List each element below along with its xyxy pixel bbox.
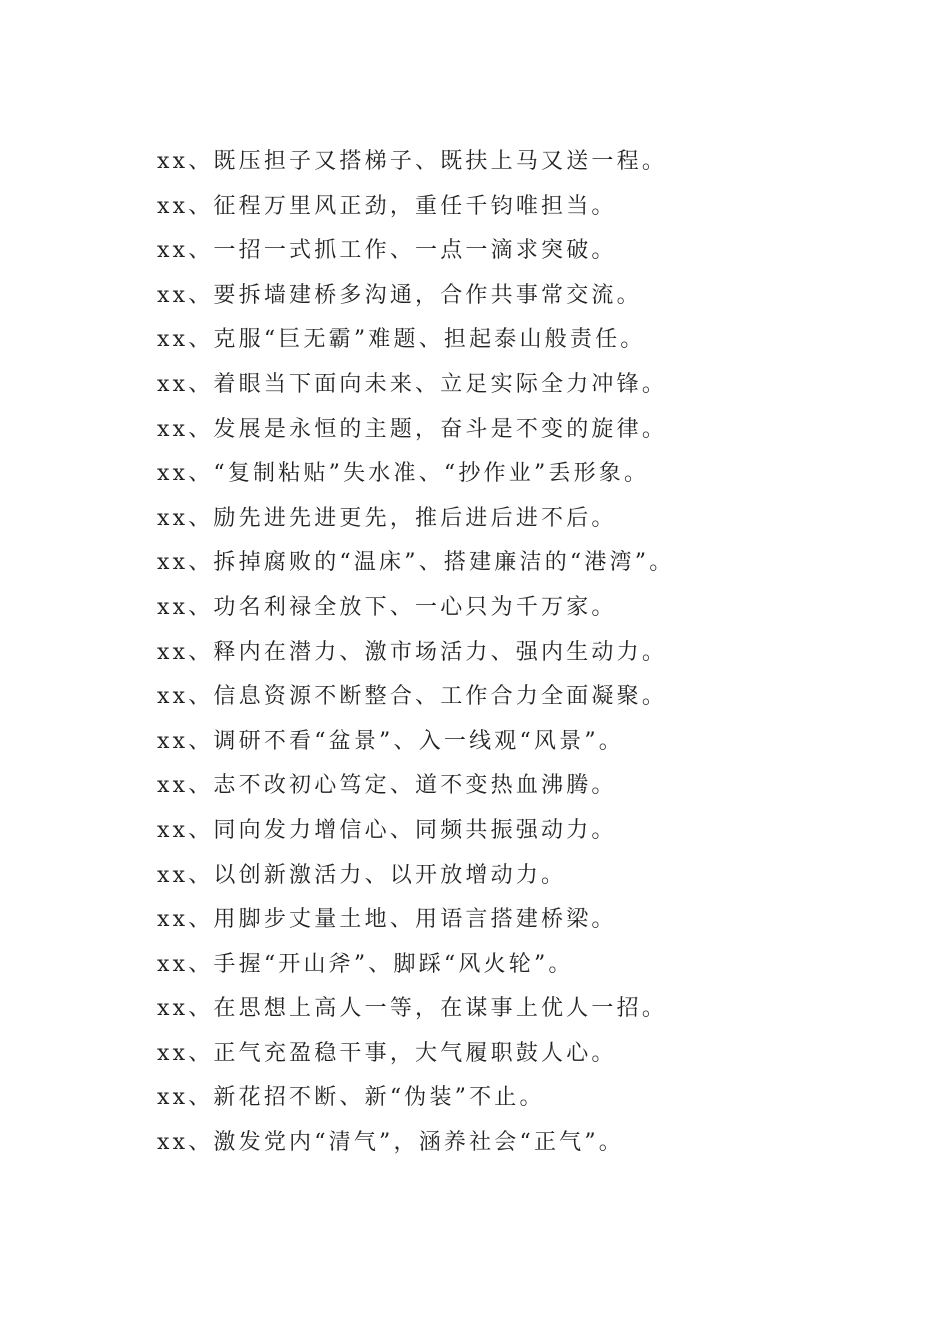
- slogan-line: xx、既压担子又搭梯子、既扶上马又送一程。: [157, 149, 668, 174]
- slogan-line: xx、功名利禄全放下、一心只为千万家。: [157, 594, 617, 620]
- slogan-line: xx、同向发力增信心、同频共振强动力。: [157, 817, 617, 843]
- slogan-line: xx、在思想上高人一等，在谋事上优人一招。: [157, 996, 668, 1022]
- slogan-line: xx、着眼当下面向未来、立足实际全力冲锋。: [157, 371, 668, 397]
- slogan-line: xx、以创新激活力、以开放增动力。: [157, 862, 567, 888]
- slogan-line: xx、释内在潜力、激市场活力、强内生动力。: [157, 639, 668, 665]
- slogan-line: xx、新花招不断、新“伪装”不止。: [157, 1085, 545, 1111]
- slogan-line: xx、激发党内“清气”，涵养社会“正气”。: [157, 1130, 625, 1156]
- slogan-line: xx、正气充盈稳干事，大气履职鼓人心。: [157, 1040, 617, 1066]
- slogan-line: xx、信息资源不断整合、工作合力全面凝聚。: [157, 684, 668, 710]
- slogan-line: xx、要拆墙建桥多沟通，合作共事常交流。: [157, 282, 642, 308]
- slogan-line: xx、发展是永恒的主题，奋斗是不变的旋律。: [157, 416, 668, 442]
- slogan-line: xx、调研不看“盆景”、入一线观“风景”。: [157, 728, 625, 754]
- slogan-line: xx、“复制粘贴”失水准、“抄作业”丢形象。: [157, 461, 650, 487]
- slogan-line: xx、克服“巨无霸”难题、担起泰山般责任。: [157, 327, 646, 353]
- slogan-line: xx、励先进先进更先，推后进后进不后。: [157, 505, 617, 531]
- slogan-line: xx、志不改初心笃定、道不变热血沸腾。: [157, 773, 617, 799]
- slogan-line: xx、拆掉腐败的“温床”、搭建廉洁的“港湾”。: [157, 550, 675, 576]
- slogan-line: xx、手握“开山斧”、脚踩“风火轮”。: [157, 951, 574, 977]
- slogan-line: xx、用脚步丈量土地、用语言搭建桥梁。: [157, 907, 617, 933]
- slogan-list: [157, 140, 917, 1166]
- slogan-line: xx、征程万里风正劲，重任千钧唯担当。: [157, 193, 617, 219]
- slogan-line: xx、一招一式抓工作、一点一滴求突破。: [157, 238, 617, 264]
